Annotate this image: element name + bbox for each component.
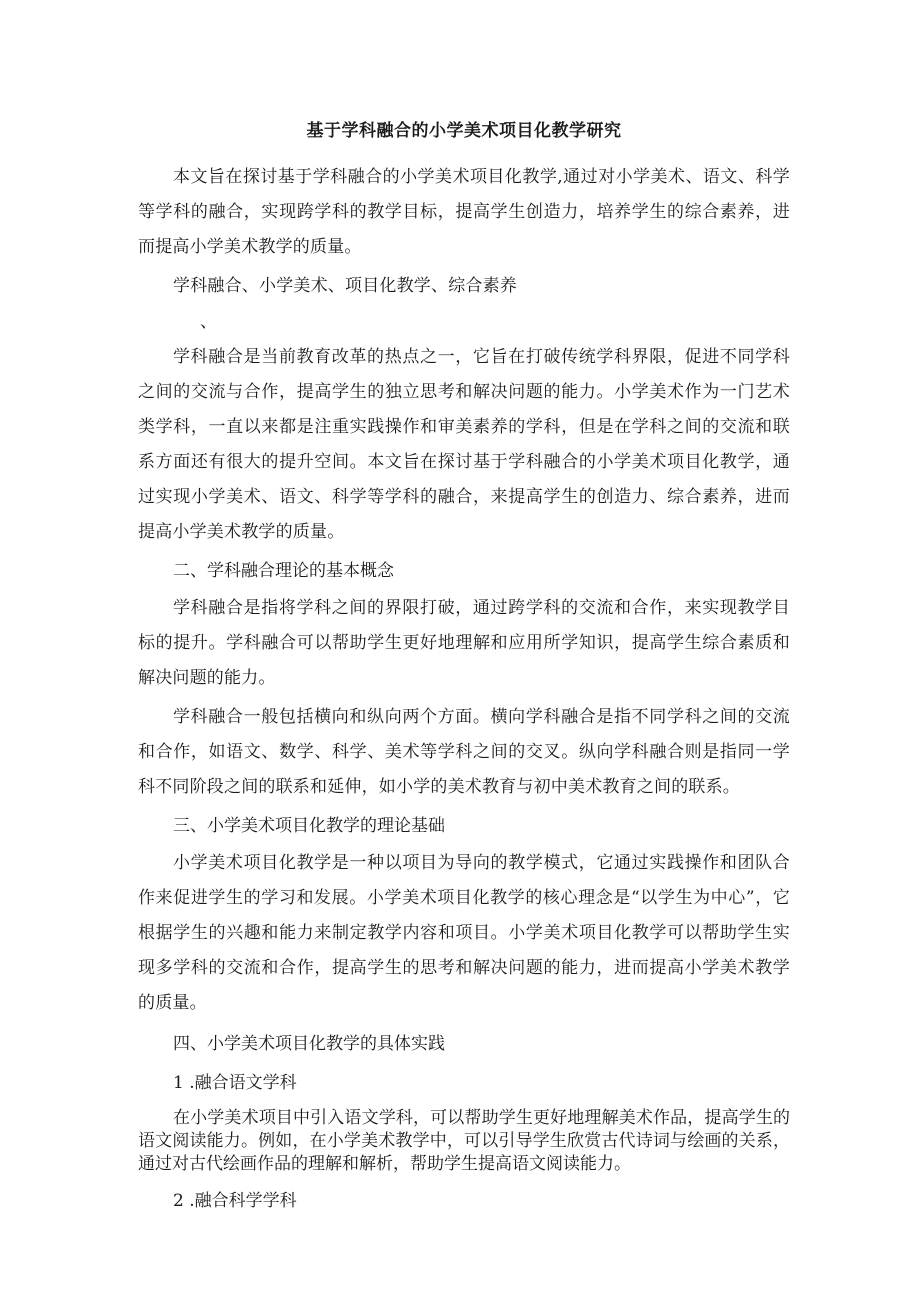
section4-heading: 四、小学美术项目化教学的具体实践	[173, 1034, 445, 1054]
document-page	[138, 118, 790, 1221]
intro-paragraph: 学科融合是当前教育改革的热点之一，它旨在打破传统学科界限，促进不同学科之间的交流与合作，提高学生的独立思考和解决问题的能力。小学美术作为一门艺术类学科，一直以来都是注重实践操作和审美素养的学科，但是在学科之间的交流和联系方面还有很大的提升空间。本文旨在探讨基于学科融合的小学美术项目化教学，通过实现小学美术、语文、科学等学科的融合，来提高学生的创造力、综合素养，进而提高小学美术教学的质量。	[138, 347, 790, 542]
subsection2-heading: 2 .融合科学学科	[173, 1191, 297, 1211]
abstract-paragraph: 本文旨在探讨基于学科融合的小学美术项目化教学,通过对小学美术、语文、科学等学科的融合，实现跨学科的教学目标，提高学生创造力，培养学生的综合素养，进而提高小学美术教学的质量。	[138, 167, 790, 257]
section2-heading: 二、学科融合理论的基本概念	[173, 561, 394, 581]
section2-paragraph-2: 学科融合一般包括横向和纵向两个方面。横向学科融合是指不同学科之间的交流和合作，如语文、数学、科学、美术等学科之间的交叉。纵向学科融合则是指同一学科不同阶段之间的联系和延伸，如小学的美术教育与初中美术教育之间的联系。	[138, 707, 790, 797]
keywords-line: 学科融合、小学美术、项目化教学、综合素养	[173, 276, 517, 296]
section3-paragraph-1: 小学美术项目化教学是一种以项目为导向的教学模式，它通过实践操作和团队合作来促进学生的学习和发展。小学美术项目化教学的核心理念是“以学生为中心”，它根据学生的兴趣和能力来制定教学内容和项目。小学美术项目化教学可以帮助学生实现多学科的交流和合作，提高学生的思考和解决问题的能力，进而提高小学美术教学的质量。	[138, 853, 790, 1013]
section-mark: 、	[200, 312, 217, 332]
subsection1-paragraph: 在小学美术项目中引入语文学科，可以帮助学生更好地理解美术作品，提高学生的语文阅读能力。例如，在小学美术教学中，可以引导学生欣赏古代诗词与绘画的关系，通过对古代绘画作品的理解和解析，帮助学生提高语文阅读能力。	[138, 1108, 790, 1174]
subsection1-heading: 1 .融合语文学科	[173, 1073, 297, 1093]
document-title: 基于学科融合的小学美术项目化教学研究	[306, 121, 622, 141]
section2-paragraph-1: 学科融合是指将学科之间的界限打破，通过跨学科的交流和合作，来实现教学目标的提升。学科融合可以帮助学生更好地理解和应用所学知识，提高学生综合素质和解决问题的能力。	[138, 598, 790, 688]
section3-heading: 三、小学美术项目化教学的理论基础	[173, 816, 445, 836]
